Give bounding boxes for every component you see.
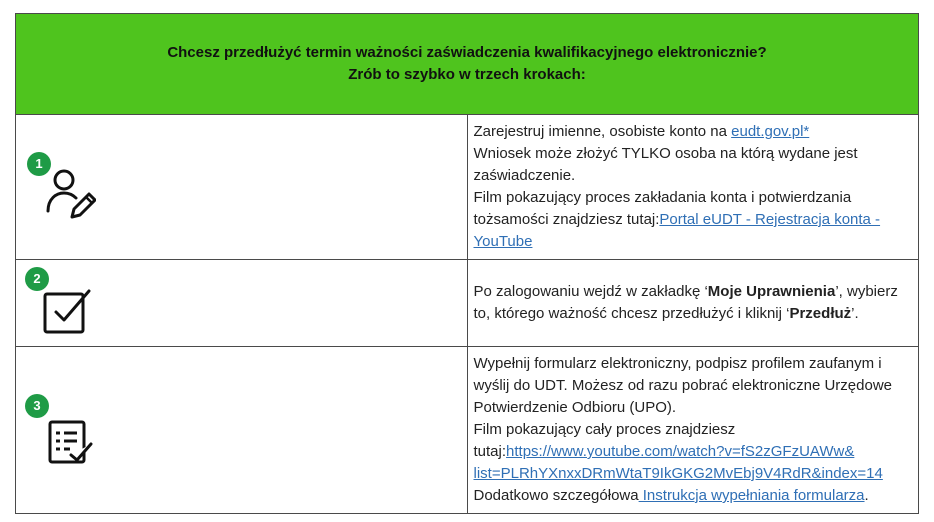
checkbox-icon [42, 286, 92, 341]
step-1-line-2: Wniosek może złożyć TYLKO osoba na którą wydane jest zaświadczenie. [473, 145, 858, 184]
step-row-2 [16, 260, 919, 347]
step-3-line-3: Dodatkowo szczegółowa [473, 487, 639, 504]
header-subtitle: Zrób to szybko w trzech krokach: [348, 66, 586, 83]
form-instructions-link[interactable]: Instrukcja wypełniania formularza [638, 487, 865, 504]
step-2-text-a: Po zalogowaniu wejdź w zakładkę ‘ [473, 283, 708, 300]
header-title: Chcesz przedłużyć termin ważności zaświadczenia kwalifikacyjnego elektronicznie? [167, 44, 767, 61]
eudt-link[interactable]: eudt.gov.pl* [731, 123, 810, 140]
step-1-text [467, 115, 919, 260]
step-3-line-2: Film pokazujący cały proces znajdziesz tutaj: [473, 421, 736, 460]
step-2-icon-cell [16, 260, 468, 347]
step-3-line-3-end: . [864, 487, 869, 504]
step-2-text-c: ’. [851, 305, 859, 322]
step-row-3 [16, 347, 919, 514]
checklist-icon [46, 419, 94, 472]
step-2-text [467, 260, 919, 347]
step-1-line-1: Zarejestruj imienne, osobiste konto na [473, 123, 732, 140]
step-3-text [467, 347, 919, 514]
step-2-tab-name: Moje Uprawnienia [707, 283, 836, 300]
step-1-icon-cell [16, 115, 468, 260]
step-3-line-1: Wypełnij formularz elektroniczny, podpisz profilem zaufanym i wyślij do UDT. Możesz od razu pobrać elektroniczne Urzędowe Potwierdzenie Odbioru (UPO). [473, 355, 893, 416]
step-3-icon-cell [16, 347, 468, 514]
steps-table [15, 13, 919, 514]
step-2-text-b: ’, wybierz to, którego ważność chcesz przedłużyć i kliknij ‘ [473, 283, 898, 322]
step-1-badge: 1 [27, 152, 51, 176]
registration-video-link[interactable]: Portal eUDT - Rejestracja konta - YouTube [473, 211, 881, 250]
youtube-playlist-link[interactable]: https://www.youtube.com/watch?v=fS2zGFzUAWw& list=PLRhYXnxxDRmWtaT9IkGKG2MvEbj9V4RdR&index=14 [473, 443, 883, 482]
header-banner [16, 14, 919, 115]
step-1-line-3: Film pokazujący proces zakładania konta i potwierdzania tożsamości znajdziesz tutaj: [473, 189, 852, 228]
instructions-panel [15, 13, 919, 514]
user-edit-icon [46, 167, 96, 226]
step-2-button-name: Przedłuż [789, 305, 852, 322]
step-2-badge: 2 [25, 267, 49, 291]
step-3-badge: 3 [25, 394, 49, 418]
step-row-1 [16, 115, 919, 260]
